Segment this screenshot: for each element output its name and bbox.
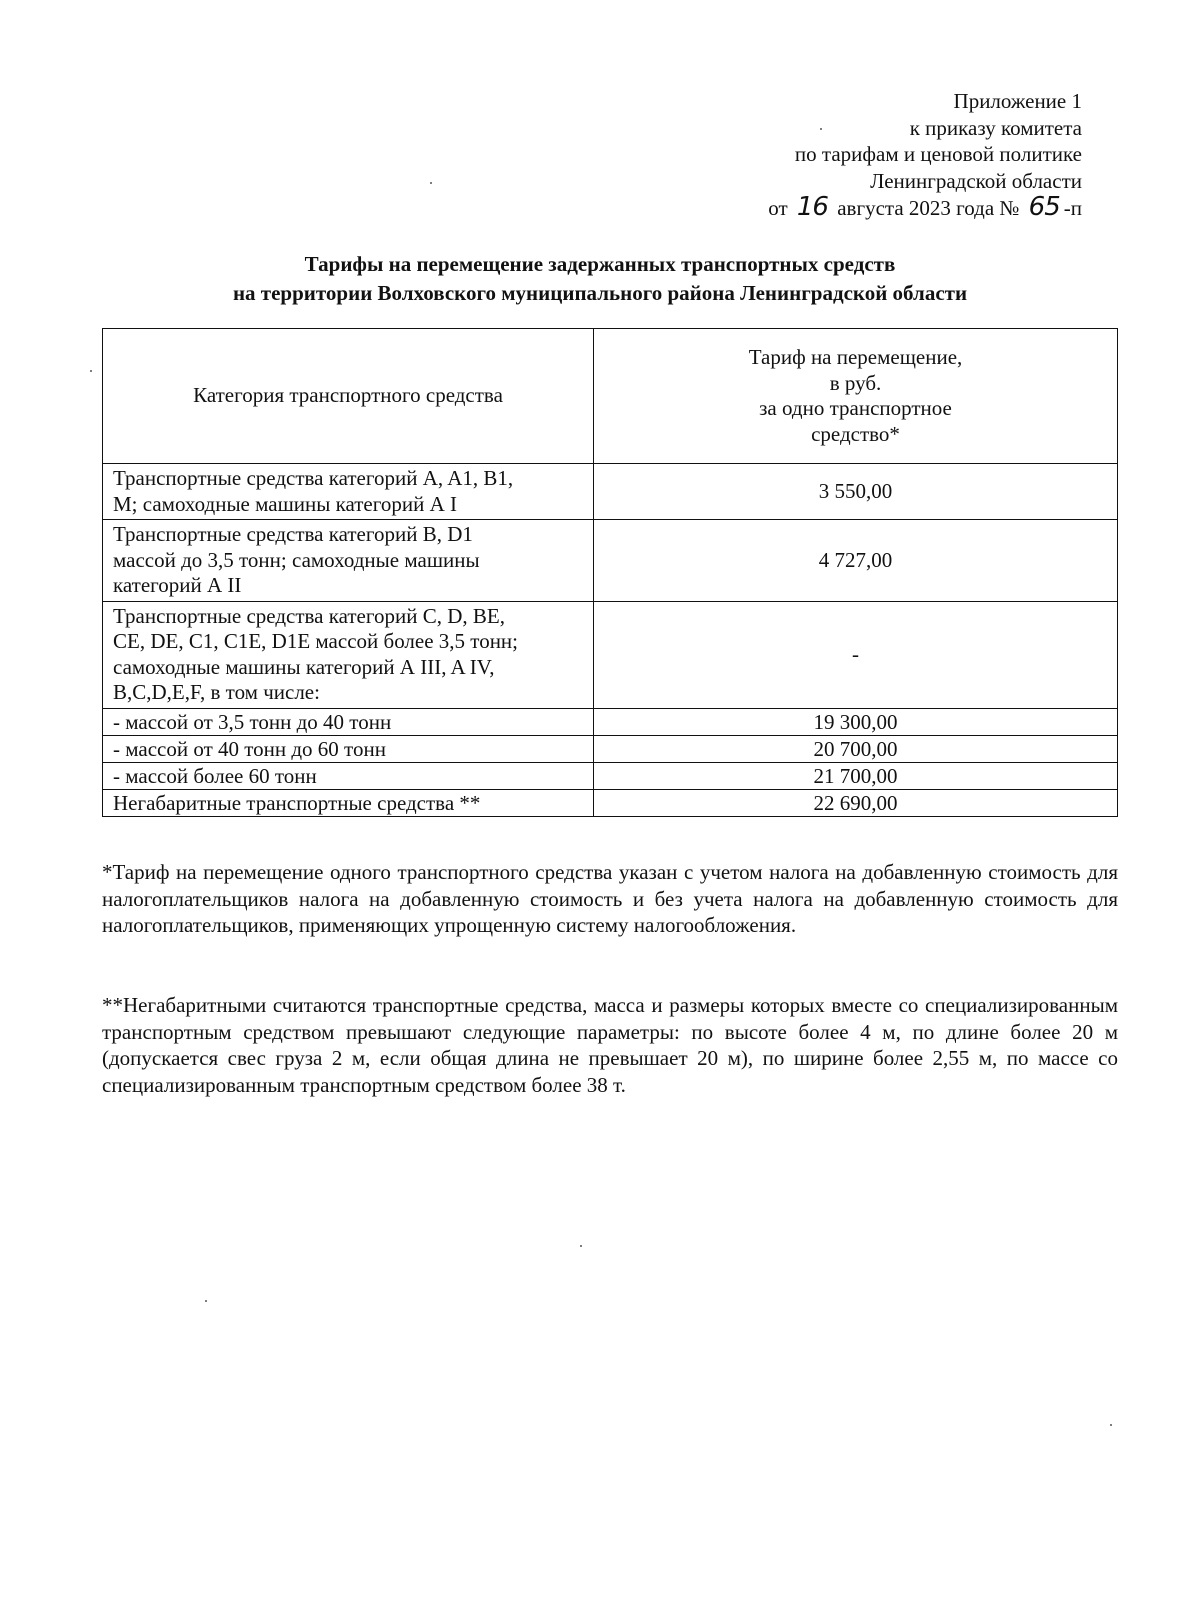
committee-name: по тарифам и ценовой политике xyxy=(794,142,1082,166)
table-row xyxy=(103,762,1118,789)
category-cell xyxy=(103,601,594,708)
appendix-header xyxy=(662,88,1082,222)
scan-speck xyxy=(820,128,822,130)
category-line: Транспортные средства категорий B, D1 xyxy=(113,522,473,546)
category-cell: - массой от 3,5 тонн до 40 тонн xyxy=(103,708,594,735)
category-line: Транспортные средства категорий C, D, BE, xyxy=(113,603,505,628)
footnote-vat: *Тариф на перемещение одного транспортного средства указан с учетом налога на добавленную стоимость для налогоплательщиков налога на добавленную стоимость и без учета налога на добавленную стоимость для налогоплательщиков, применяющих упрощенную систему налогообложения. xyxy=(102,860,1118,937)
scan-speck xyxy=(430,182,432,184)
category-cell: - массой более 60 тонн xyxy=(103,762,594,789)
category-cell xyxy=(103,520,594,602)
header-tariff-line: за одно транспортное xyxy=(759,396,952,420)
tariff-value: 22 690,00 xyxy=(594,789,1118,816)
tariff-table xyxy=(102,328,1118,817)
scan-speck xyxy=(90,370,92,372)
order-ref: к приказу комитета xyxy=(909,115,1082,140)
category-cell: Негабаритные транспортные средства ** xyxy=(103,789,594,816)
category-line: Транспортные средства категорий A, A1, B1, xyxy=(113,466,514,490)
tariff-value: 4 727,00 xyxy=(594,520,1118,602)
tariff-value: - xyxy=(594,601,1118,708)
table-row xyxy=(103,789,1118,816)
header-tariff-line: средство* xyxy=(811,421,900,446)
category-line: B,C,D,E,F, в том числе: xyxy=(113,680,320,704)
appendix-label: Приложение 1 xyxy=(953,89,1082,113)
table-row xyxy=(103,735,1118,762)
header-tariff-line: Тариф на перемещение, xyxy=(748,345,963,369)
scan-speck xyxy=(580,1245,582,1247)
category-line: категорий А II xyxy=(113,573,242,597)
title-line-2: на территории Волховского муниципального района Ленинградской области xyxy=(232,281,968,305)
tariff-value: 20 700,00 xyxy=(594,735,1118,762)
scan-speck xyxy=(205,1300,207,1302)
title-line-1: Тарифы на перемещение задержанных транспортных средств xyxy=(304,252,896,276)
document-title xyxy=(100,250,1100,308)
category-line: самоходные машины категорий А III, A IV, xyxy=(113,654,495,679)
order-date-line xyxy=(662,194,1082,222)
date-middle: августа 2023 года № xyxy=(837,196,1020,220)
number-suffix: -п xyxy=(1063,196,1082,220)
header-category: Категория транспортного средства xyxy=(103,329,594,464)
tariff-value: 19 300,00 xyxy=(594,708,1118,735)
table-row xyxy=(103,520,1118,602)
category-cell xyxy=(103,464,594,520)
table-row xyxy=(103,601,1118,708)
table-row xyxy=(103,708,1118,735)
header-tariff-line: в руб. xyxy=(829,370,882,395)
handwritten-number: 65 xyxy=(1028,192,1060,222)
tariff-value: 3 550,00 xyxy=(594,464,1118,520)
scan-speck xyxy=(1110,1424,1112,1426)
category-line: массой до 3,5 тонн; самоходные машины xyxy=(113,547,480,572)
header-tariff xyxy=(594,329,1118,464)
category-line: M; самоходные машины категорий А I xyxy=(113,491,457,516)
table-header-row xyxy=(103,329,1118,464)
handwritten-day: 16 xyxy=(796,192,828,222)
table-row xyxy=(103,464,1118,520)
category-line: CE, DE, C1, C1E, D1E массой более 3,5 тонн; xyxy=(113,629,518,653)
region-name: Ленинградской области xyxy=(870,168,1082,193)
tariff-value: 21 700,00 xyxy=(594,762,1118,789)
date-prefix: от xyxy=(768,196,788,220)
category-cell: - массой от 40 тонн до 60 тонн xyxy=(103,735,594,762)
footnote-oversized: **Негабаритными считаются транспортные средства, масса и размеры которых вместе со специализированным транспортным средством превышают следующие параметры: по высоте более 4 м, по длине более 20 м (допускается свес груза 2 м, если общая длина не превышает 20 м), по ширине более 2,55 м, по массе со специализированным транспортным средством более 38 т. xyxy=(102,993,1118,1097)
